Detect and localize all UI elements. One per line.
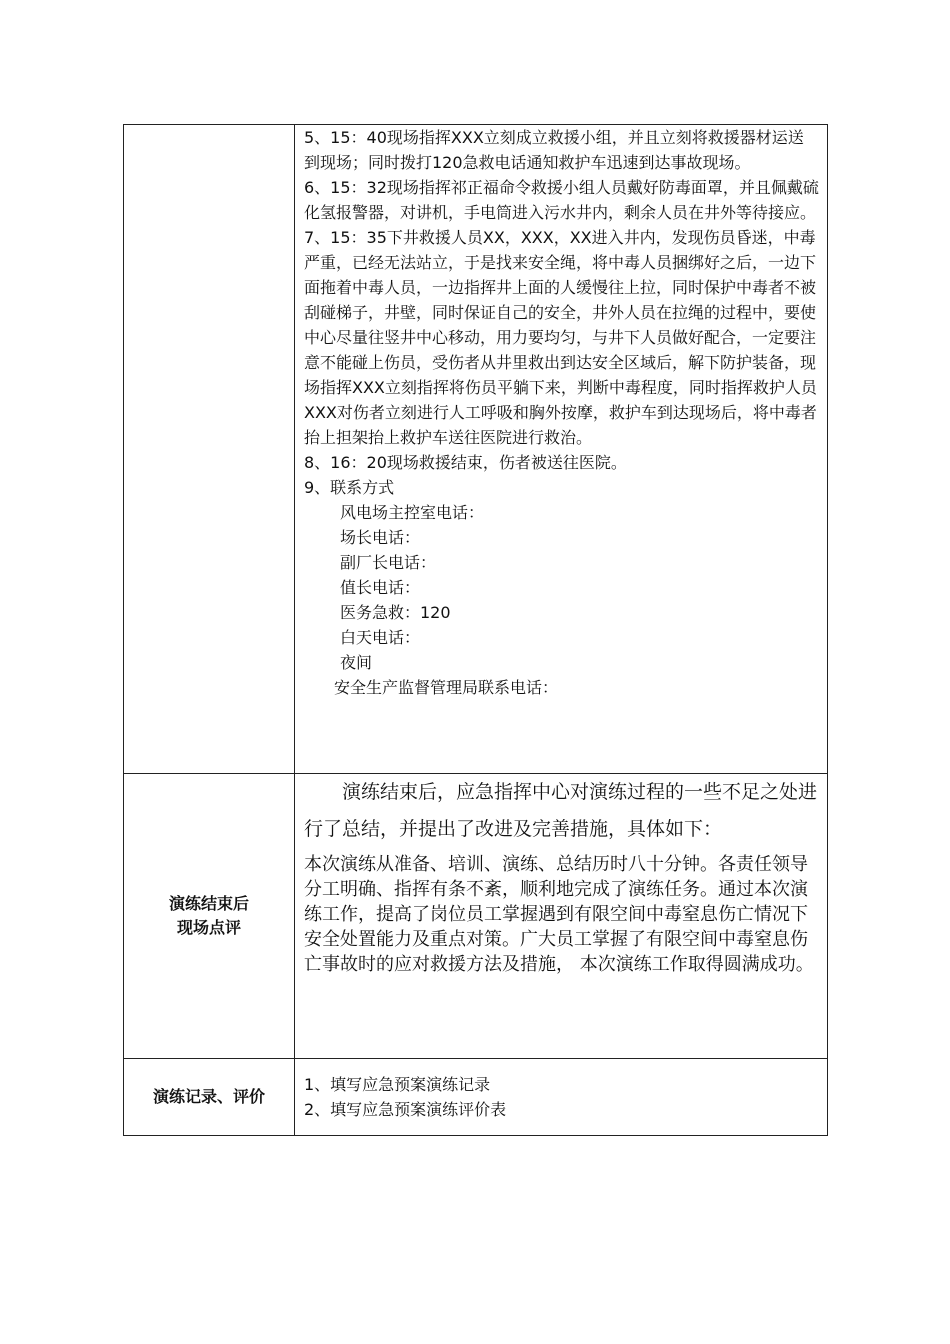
table-row bbox=[124, 125, 828, 774]
contact-medical-emergency: 医务急救：120 bbox=[340, 603, 451, 622]
drill-record-table bbox=[123, 124, 828, 1136]
record-item-1: 1、填写应急预案演练记录 bbox=[304, 1075, 491, 1094]
contact-night: 夜间 bbox=[340, 653, 373, 672]
contact-daytime: 白天电话： bbox=[340, 628, 421, 647]
review-label-line2: 现场点评 bbox=[176, 918, 241, 937]
contact-safety-bureau: 安全生产监督管理局联系电话： bbox=[334, 678, 559, 697]
record-label: 演练记录、评价 bbox=[124, 1059, 295, 1136]
step-9-contacts-heading: 9、联系方式 bbox=[304, 478, 395, 497]
review-label-line1: 演练结束后 bbox=[168, 894, 249, 913]
contact-control-room: 风电场主控室电话： bbox=[340, 503, 485, 522]
contact-deputy-manager: 副厂长电话： bbox=[340, 553, 437, 572]
table-row bbox=[124, 1059, 828, 1136]
review-label bbox=[124, 774, 295, 1059]
review-intro: 演练结束后，应急指挥中心对演练过程的一些不足之处进行了总结，并提出了改进及完善措施，具体如下： bbox=[304, 781, 818, 840]
table-row bbox=[124, 774, 828, 1059]
review-body: 本次演练从准备、培训、演练、总结历时八十分钟。各责任领导分工明确、指挥有条不紊，顺利地完成了演练任务。通过本次演练工作，提高了岗位员工掌握遇到有限空间中毒窒息伤亡情况下安全处置能力及重点对策。广大员工掌握了有限空间中毒窒息伤亡事故时的应对救援方法及措施， 本次演练工作取得圆满成功。 bbox=[304, 854, 814, 975]
step-8: 8、16：20现场救援结束，伤者被送往医院。 bbox=[304, 453, 627, 472]
contact-site-manager: 场长电话： bbox=[340, 528, 421, 547]
step-5: 5、15：40现场指挥XXX立刻成立救援小组，并且立刻将救援器材运送到现场；同时拨打120急救电话通知救护车迅速到达事故现场。 bbox=[304, 128, 804, 172]
step-6: 6、15：32现场指挥祁正福命令救援小组人员戴好防毒面罩，并且佩戴硫化氢报警器，对讲机，手电筒进入污水井内，剩余人员在井外等待接应。 bbox=[304, 178, 819, 222]
row-label-empty bbox=[124, 125, 295, 774]
step-7: 7、15：35下井救援人员XX，XXX，XX进入井内，发现伤员昏迷，中毒严重，已经无法站立，于是找来安全绳，将中毒人员捆绑好之后，一边下面拖着中毒人员，一边指挥井上面的人缓慢往上拉，同时保护中毒者不被刮碰梯子，井壁，同时保证自己的安全，井外人员在拉绳的过程中，要使中心尽量往竖井中心移动，用力要均匀，与井下人员做好配合，一定要注意不能碰上伤员，受伤者从井里救出到达安全区域后，解下防护装备，现场指挥XXX立刻指挥将伤员平躺下来，判断中毒程度，同时指挥救护人员XXX对伤者立刻进行人工呼吸和胸外按摩，救护车到达现场后，将中毒者抬上担架抬上救护车送往医院进行救治。 bbox=[304, 228, 817, 447]
record-cell bbox=[295, 1059, 828, 1136]
drill-steps-cell bbox=[295, 125, 828, 774]
record-item-2: 2、填写应急预案演练评价表 bbox=[304, 1100, 507, 1119]
review-cell bbox=[295, 774, 828, 1059]
contact-shift-leader: 值长电话： bbox=[340, 578, 421, 597]
